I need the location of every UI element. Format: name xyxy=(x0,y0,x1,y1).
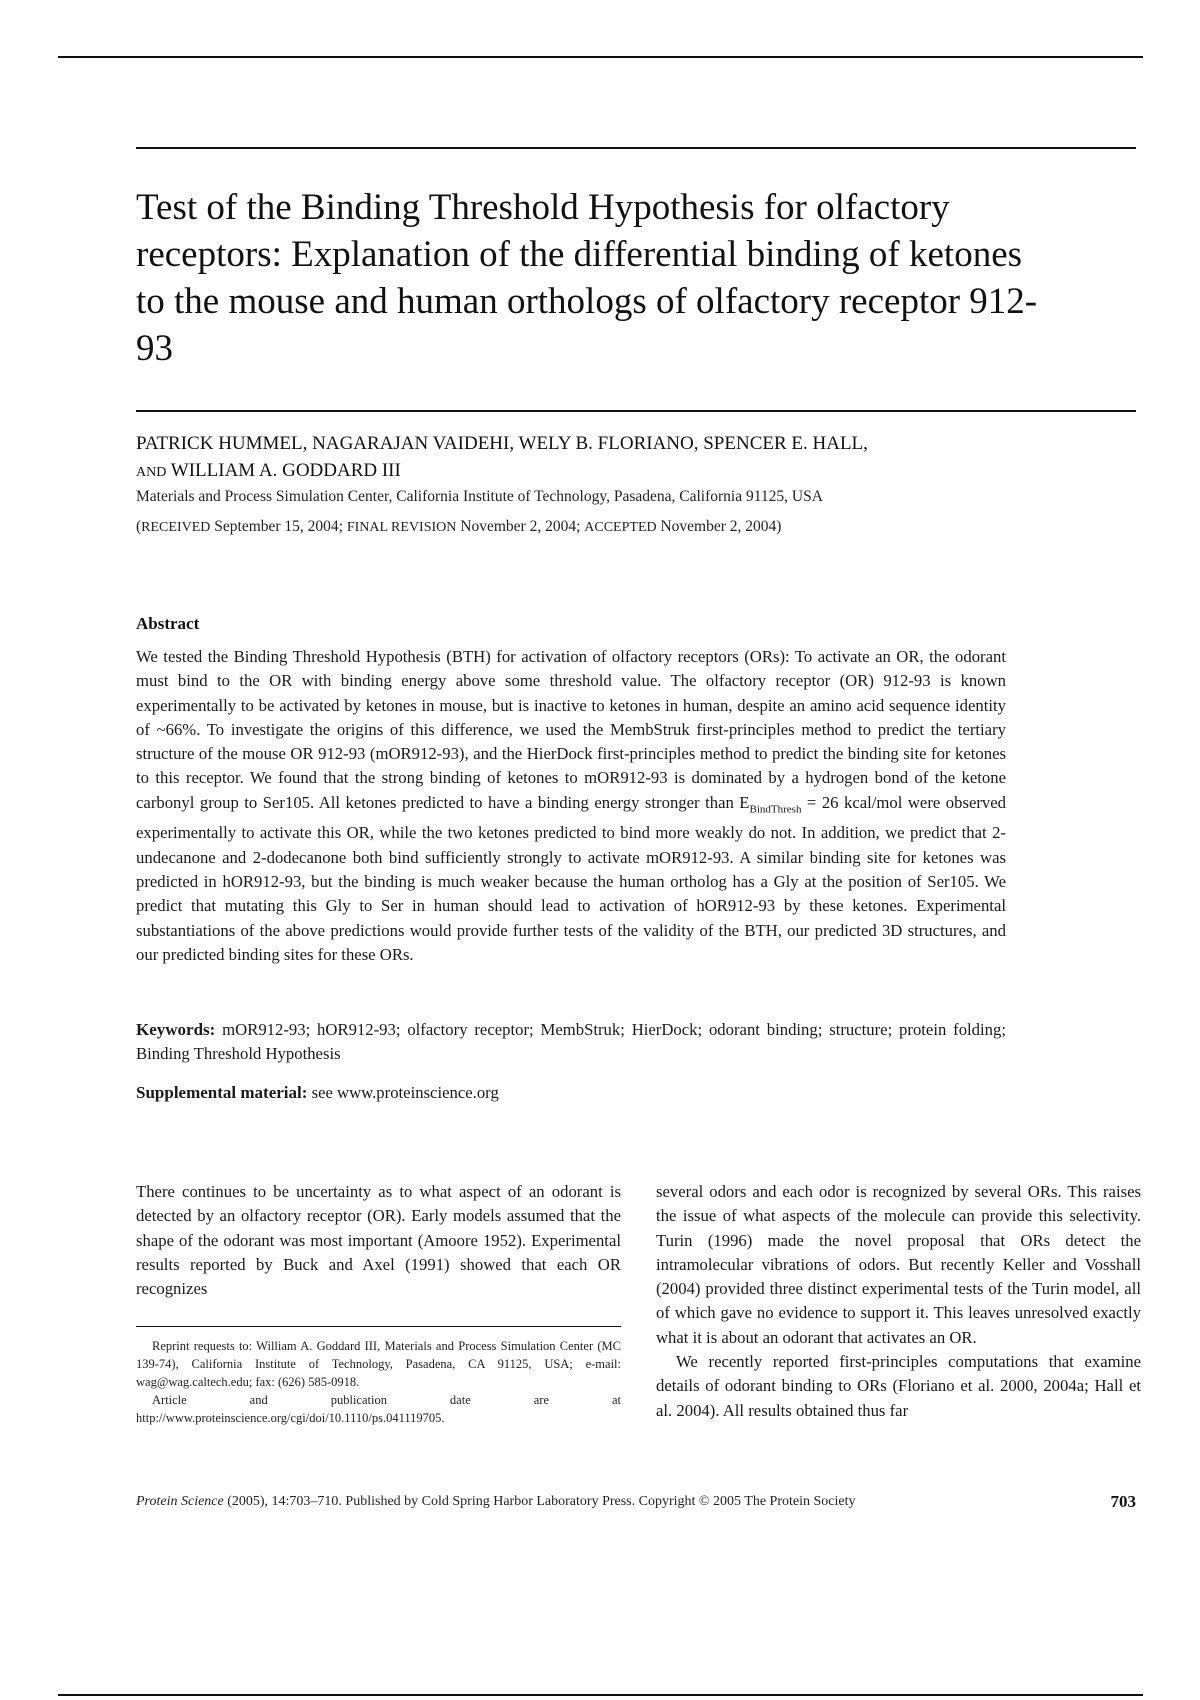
abstract-subscript: BindThresh xyxy=(749,803,802,816)
keywords-label: Keywords: xyxy=(136,1020,216,1039)
received-label: RECEIVED xyxy=(141,520,211,535)
body-column-left xyxy=(136,1180,621,1301)
authors-rule xyxy=(136,410,1136,412)
footnotes xyxy=(136,1337,621,1427)
top-rule xyxy=(58,56,1143,58)
footnote-rule xyxy=(136,1326,621,1327)
footnote-article: Article and publication date are at http://www.proteinscience.org/cgi/doi/10.1110/ps.041119705. xyxy=(136,1393,621,1425)
bottom-rule xyxy=(58,1694,1143,1696)
body-paragraph: We recently reported first-principles computations that examine details of odorant binding to ORs (Floriano et al. 2000, 2004a; Hall et al. 2004). All results obtained thus far xyxy=(656,1352,1141,1420)
abstract-text-part-1: We tested the Binding Threshold Hypothesis (BTH) for activation of olfactory receptors (ORs): To activate an OR, the odorant must bind to the OR with binding energy above some threshold value. The olfactory receptor (OR) 912-93 is known experimentally to be activated by ketones in mouse, but is inactive to ketones in human, despite an amino acid sequence identity of ~66%. To investigate the origins of this difference, we used the MembStruk first-principles method to predict the tertiary structure of the mouse OR 912-93 (mOR912-93), and the HierDock first-principles method to predict the binding site for ketones to this receptor. We found that the strong binding of ketones to mOR912-93 is dominated by a hydrogen bond of the ketone carbonyl group to Ser105. All ketones predicted to have a binding energy stronger than E xyxy=(136,647,1006,812)
revision-label: FINAL REVISION xyxy=(346,520,457,535)
keywords xyxy=(136,1018,1006,1067)
supplemental-label: Supplemental material: xyxy=(136,1083,308,1102)
body-paragraph: There continues to be uncertainty as to what aspect of an odorant is detected by an olfactory receptor (OR). Early models assumed that the shape of the odorant was most important (Amoore 1952). Experimental results reported by Buck and Axel (1991) showed that each OR recognizes xyxy=(136,1182,621,1299)
publication-dates: (RECEIVED September 15, 2004; FINAL REVISION November 2, 2004; ACCEPTED November 2, 2004) xyxy=(136,518,782,535)
supplemental-link[interactable]: see www.proteinscience.org xyxy=(311,1083,499,1102)
received-date: September 15, 2004; xyxy=(214,518,343,535)
page-footer xyxy=(136,1494,976,1510)
author-list xyxy=(136,430,1136,486)
accepted-date: November 2, 2004) xyxy=(660,518,782,535)
abstract-text-part-2: = 26 kcal/mol were observed experimentally to activate this OR, while the two ketones predicted to bind more weakly do not. In addition, we predict that 2-undecanone and 2-dodecanone both bind sufficiently strongly to activate mOR912-93. A similar binding site for ketones was predicted in hOR912-93, but the binding is much weaker because the human ortholog has a Gly at the position of Ser105. We predict that mutating this Gly to Ser in human should lead to activation of hOR912-93 by these ketones. Experimental substantiations of the above predictions would provide further tests of the validity of the BTH, our predicted 3D structures, and our predicted binding sites for these ORs. xyxy=(136,792,1006,964)
page-number: 703 xyxy=(1110,1492,1136,1511)
author-line-2 xyxy=(136,457,1136,486)
affiliation: Materials and Process Simulation Center, California Institute of Technology, Pasadena, California 91125, USA xyxy=(136,488,823,505)
footer-citation: (2005), 14:703–710. Published by Cold Spring Harbor Laboratory Press. Copyright © 2005 The Protein Society xyxy=(227,1494,856,1509)
revision-date: November 2, 2004; xyxy=(460,518,581,535)
body-paragraph: several odors and each odor is recognized by several ORs. This raises the issue of what aspects of the molecule can provide this selectivity. Turin (1996) made the novel proposal that ORs detect the intramolecular vibrations of odors. But recently Keller and Vosshall (2004) provided three distinct experimental tests of the Turin model, all of which gave no evidence to support it. This leaves unresolved exactly what it is about an odorant that activates an OR. xyxy=(656,1182,1141,1347)
supplemental-material xyxy=(136,1083,1006,1103)
abstract-text xyxy=(136,645,1006,967)
footer-journal: Protein Science xyxy=(136,1494,224,1509)
abstract-heading: Abstract xyxy=(136,614,200,633)
title-rule xyxy=(136,147,1136,149)
accepted-label: ACCEPTED xyxy=(584,520,657,535)
body-column-right xyxy=(656,1180,1141,1423)
author-line-1: PATRICK HUMMEL, NAGARAJAN VAIDEHI, WELY B. FLORIANO, SPENCER E. HALL, xyxy=(136,433,868,454)
keywords-text: mOR912-93; hOR912-93; olfactory receptor; MembStruk; HierDock; odorant binding; structure; protein folding; Binding Threshold Hypothesis xyxy=(136,1020,1006,1064)
author-line-2-names: WILLIAM A. GODDARD III xyxy=(170,460,401,481)
footnote-reprint: Reprint requests to: William A. Goddard III, Materials and Process Simulation Center (MC 139-74), California Institute of Technology, Pasadena, CA 91125, USA; e-mail: wag@wag.caltech.edu; fax: (626) 585-0918. xyxy=(136,1339,621,1389)
paper-title: Test of the Binding Threshold Hypothesis for olfactory receptors: Explanation of the differential binding of ketones to the mouse and human orthologs of olfactory receptor 912-93 xyxy=(136,187,1038,369)
author-and-word: AND xyxy=(136,465,167,480)
